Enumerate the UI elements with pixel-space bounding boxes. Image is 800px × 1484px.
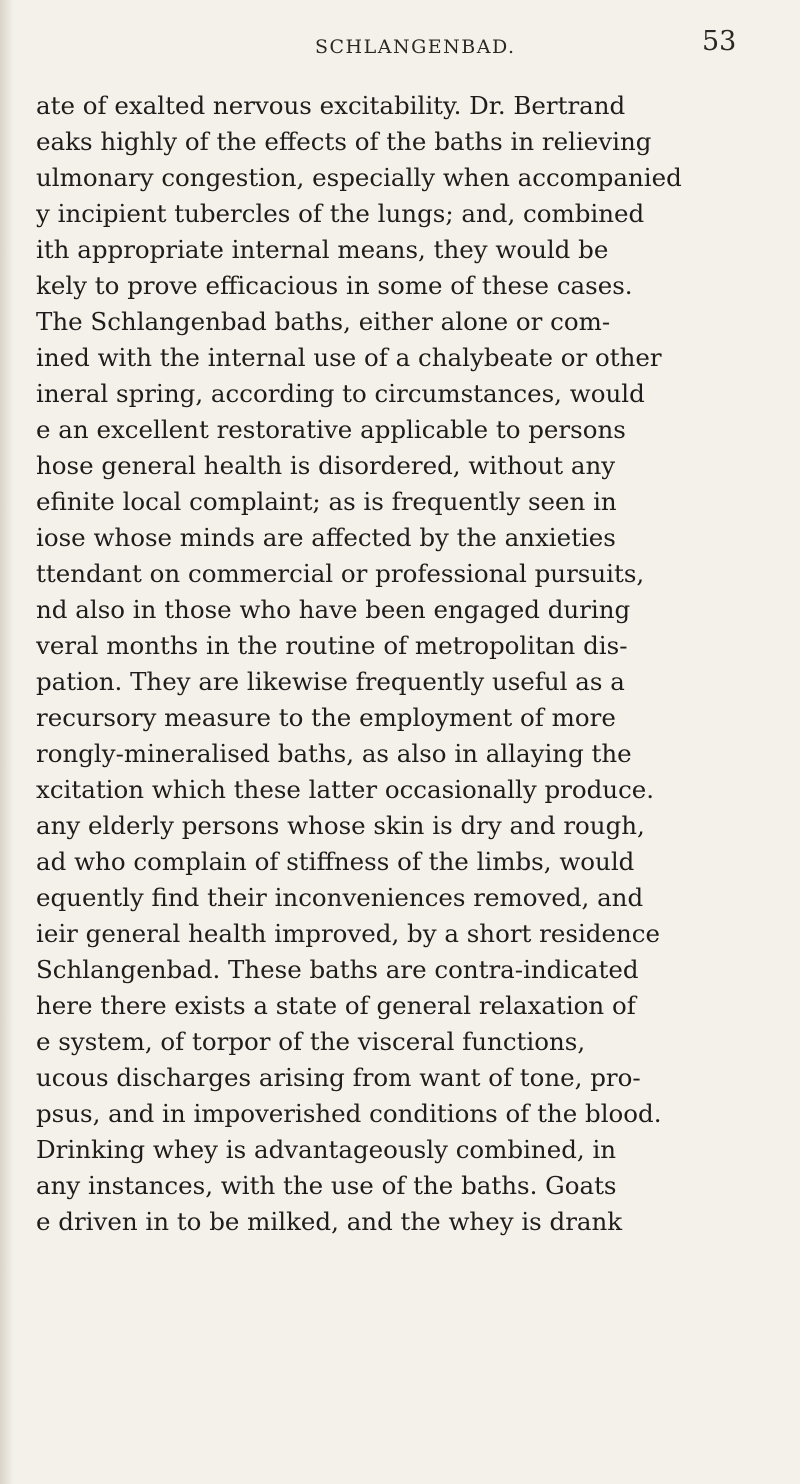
text-line: nd also in those who have been engaged during [36, 595, 631, 624]
text-line: any elderly persons whose skin is dry and rough, [36, 811, 645, 840]
page-number: 53 [702, 26, 737, 57]
text-line: e an excellent restorative applicable to persons [36, 415, 626, 444]
text-line: recursory measure to the employment of more [36, 703, 616, 732]
running-head: SCHLANGENBAD. [315, 36, 516, 58]
text-line: psus, and in impoverished conditions of the blood. [36, 1099, 662, 1128]
text-line: e driven in to be milked, and the whey is drank [36, 1207, 623, 1236]
text-line: hose general health is disordered, without any [36, 451, 616, 480]
text-line: ate of exalted nervous excitability. Dr. Bertrand [36, 91, 626, 120]
text-line: ad who complain of stiffness of the limbs, would [36, 847, 635, 876]
text-line: ined with the internal use of a chalybeate or other [36, 343, 662, 372]
text-line: xcitation which these latter occasionally produce. [36, 775, 655, 804]
text-line: y incipient tubercles of the lungs; and, combined [36, 199, 645, 228]
text-line: veral months in the routine of metropolitan dis- [36, 631, 628, 660]
text-line: eaks highly of the effects of the baths in relieving [36, 127, 652, 156]
text-line: ttendant on commercial or professional pursuits, [36, 559, 645, 588]
text-line: here there exists a state of general relaxation of [36, 991, 636, 1020]
text-line: kely to prove efficacious in some of these cases. [36, 271, 633, 300]
text-line: efinite local complaint; as is frequently seen in [36, 487, 617, 516]
text-line: pation. They are likewise frequently useful as a [36, 667, 625, 696]
text-line: ith appropriate internal means, they would be [36, 235, 609, 264]
text-line: ulmonary congestion, especially when accompanied [36, 163, 682, 192]
text-line: ieir general health improved, by a short residence [36, 919, 660, 948]
text-line: ucous discharges arising from want of tone, pro- [36, 1063, 641, 1092]
text-line: e system, of torpor of the visceral functions, [36, 1027, 586, 1056]
text-line: rongly-mineralised baths, as also in allaying the [36, 739, 632, 768]
text-line: The Schlangenbad baths, either alone or com- [36, 307, 611, 336]
text-line: ineral spring, according to circumstances, would [36, 379, 645, 408]
text-line: Drinking whey is advantageously combined, in [36, 1135, 617, 1164]
text-line: iose whose minds are affected by the anxieties [36, 523, 616, 552]
text-line: Schlangenbad. These baths are contra-indicated [36, 955, 639, 984]
text-line: any instances, with the use of the baths. Goats [36, 1171, 617, 1200]
text-line: equently find their inconveniences removed, and [36, 883, 644, 912]
binding-gutter-shadow [0, 0, 14, 1484]
page-header [0, 24, 800, 64]
